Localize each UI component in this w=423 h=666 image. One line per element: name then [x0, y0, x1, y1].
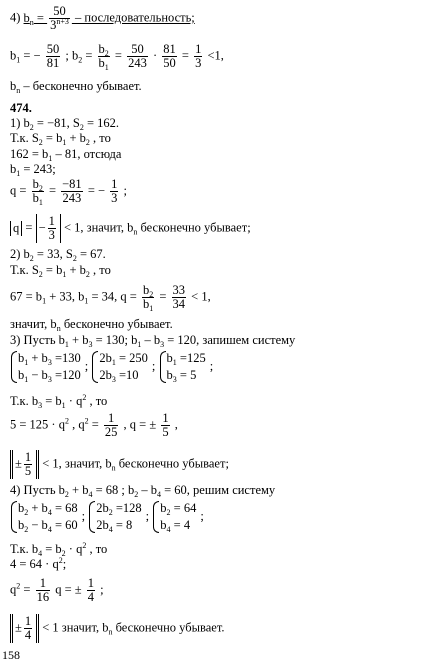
line-b2: Т.к. $S_2 = b_1 + b_2$ , то: [10, 263, 111, 279]
equation-system: $b_1 + b_3 =130$ $b_1 - b_3 =120$: [10, 350, 81, 384]
line-c4: $5 = 125 \cdot q^2$ , $q^2$ = $\frac{1}{25}$ , q = ± $\frac{1}{5}$ ,: [10, 411, 178, 440]
fraction: $\frac{1}{3}$: [111, 177, 118, 206]
equation-system: $b_2 = 64$ $b_4 = 4$: [152, 500, 196, 534]
line-s1-l1: 4) $b_n$ = $\frac{50}{3^{n+3}}$ – последовательность;: [10, 4, 195, 33]
line-s1-l2: $b_1$ = − $\frac{50}{81}$ ; $b_2$ = $\frac{b_2}{b_1}$ = $\frac{50}{243}$ · $\frac{81}{50}$ = $\frac{1}{3}$ <1,: [10, 42, 224, 73]
line-c3: Т.к. $b_3 = b_1 \cdot q^2$ , то: [10, 393, 108, 410]
line-a2: Т.к. $S_2 = b_1 + b_2$ , то: [10, 131, 111, 147]
fraction: $\frac{81}{50}$: [163, 42, 176, 71]
equation-system: $2b_1 = 250$ $2b_3 =10$: [91, 350, 148, 384]
fraction: $\frac{1}{25}$: [104, 411, 118, 440]
fraction: $\frac{b_2}{b_1}$: [98, 42, 109, 73]
fraction: $\frac{50}{243}$: [128, 42, 147, 71]
line-a5: q = $\frac{b_2}{b_1}$ = $\frac{-81}{243}$ = − $\frac{1}{3}$ ;: [10, 177, 128, 208]
line-a6: q = − $\frac{1}{3}$ < 1, значит, $b_n$ бесконечно убывает;: [10, 214, 251, 243]
equation-system: $b_2 + b_4 = 68$ $b_2 - b_4 = 60$: [10, 500, 78, 534]
fraction: $\frac{50}{81}$: [46, 42, 60, 71]
fraction: $\frac{1}{5}$: [24, 450, 32, 479]
line-d5: $q^2$ = $\frac{1}{16}$ q = ± $\frac{1}{4}$ ;: [10, 576, 104, 605]
fraction: $\frac{1}{16}$: [36, 576, 50, 605]
line-s1-l3: $b_n$ – бесконечно убывает.: [10, 79, 142, 95]
line-d2: $b_2 + b_4 = 68$ $b_2 - b_4 = 60$ ; $2b_2 =128$ $2b_4 = 8$ ; $b_2 = 64$ $b_4 = 4$ ;: [10, 500, 204, 534]
fraction: $\frac{b_2}{b_1}$: [142, 283, 154, 314]
line-a3: $162 = b_1 - 81$, отсюда: [10, 147, 122, 163]
line-b1: 2) $b_2 = 33$, $S_2 = 67$.: [10, 247, 106, 263]
line-b3: $67 = b_1 + 33$, $b_1 = 34$, q = $\frac{b_2}{b_1}$ = $\frac{33}{34}$ < 1,: [10, 283, 211, 314]
fraction: $\frac{b_2}{b_1}$: [32, 177, 43, 208]
fraction: $\frac{1}{4}$: [24, 614, 32, 643]
absolute-value: − $\frac{1}{3}$: [36, 214, 61, 243]
fraction: $\frac{1}{5}$: [162, 411, 169, 440]
absolute-value: ± $\frac{1}{5}$: [10, 450, 39, 479]
line-b4: значит, $b_n$ бесконечно убывает.: [10, 317, 173, 333]
line-c5: ± $\frac{1}{5}$ < 1, значит, $b_n$ бесконечно убывает;: [10, 450, 229, 479]
line-d1: 4) Пусть $b_2 + b_4 = 68$ ; $b_2 - b_4 = 60$, решим систему: [10, 483, 276, 499]
line-a4: $b_1 = 243$;: [10, 162, 56, 178]
fraction: $\frac{50}{3^{n+3}}$: [50, 4, 69, 33]
line-a1: 1) $b_2 = -81$, $S_2 = 162$.: [10, 116, 120, 132]
page-number: 158: [2, 648, 20, 662]
fraction: $\frac{-81}{243}$: [62, 177, 82, 206]
problem-title: 474.: [10, 101, 32, 115]
absolute-value: ± $\frac{1}{4}$: [10, 614, 39, 643]
fraction: $\frac{33}{34}$: [172, 283, 186, 312]
line-d3: Т.к. $b_4 = b_2 \cdot q^2$ , то: [10, 541, 108, 558]
fraction: $\frac{1}{4}$: [87, 576, 94, 605]
equation-system: $b_1 =125$ $b_3 = 5$: [159, 350, 206, 384]
equation-system: $2b_2 =128$ $2b_4 = 8$: [88, 500, 141, 534]
absolute-value: q: [10, 221, 22, 236]
line-c1: 3) Пусть $b_1 + b_3 = 130$; $b_1 - b_3 = 120$, запишем систему: [10, 333, 296, 349]
line-c2: $b_1 + b_3 =130$ $b_1 - b_3 =120$ ; $2b_1 = 250$ $2b_3 =10$ ; $b_1 =125$ $b_3 = 5$ ;: [10, 350, 213, 384]
line-d4: $4 = 64 \cdot q^2$;: [10, 556, 67, 571]
fraction: $\frac{1}{3}$: [195, 42, 202, 71]
fraction: $\frac{1}{3}$: [48, 214, 55, 243]
line-d6: ± $\frac{1}{4}$ < 1 значит, $b_n$ бесконечно убывает.: [10, 614, 225, 643]
